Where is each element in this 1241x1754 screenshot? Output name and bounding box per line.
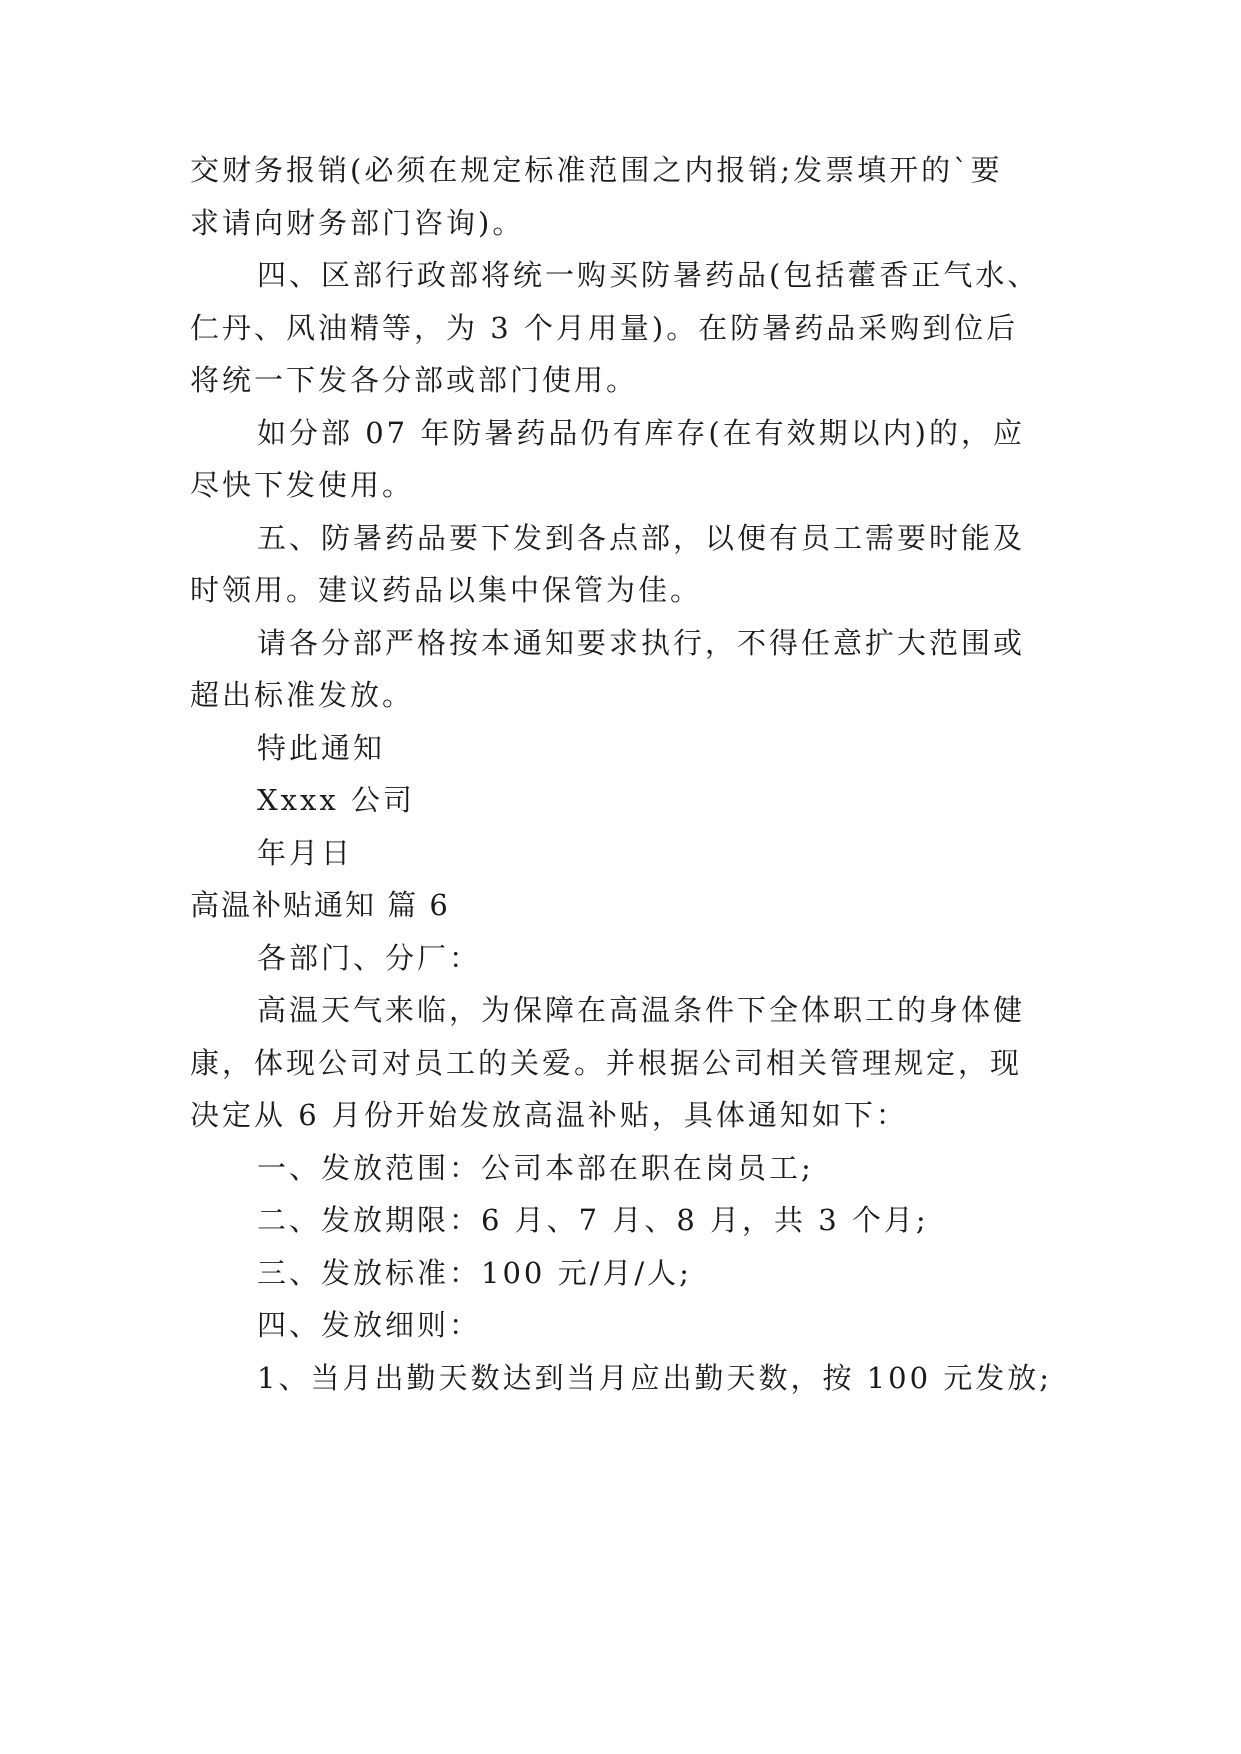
text-line-19: 决定从 6 月份开始发放高温补贴，具体通知如下： (190, 1098, 908, 1132)
text-line-10: 请各分部严格按本通知要求执行，不得任意扩大范围或 (257, 626, 1026, 660)
text-line-12: 特此通知 (257, 731, 386, 765)
text-line-7: 尽快下发使用。 (190, 468, 415, 502)
text-line-14: 年月日 (257, 836, 354, 870)
text-line-4: 仁丹、风油精等，为 3 个月用量)。在防暑药品采购到位后 (190, 311, 1019, 345)
text-line-3: 四、区部行政部将统一购买防暑药品(包括藿香正气水、 (257, 258, 1040, 292)
text-line-2: 求请向财务部门咨询)。 (190, 206, 525, 240)
text-line-23: 四、发放细则： (257, 1308, 482, 1342)
text-line-16: 各部门、分厂： (257, 941, 482, 975)
text-line-11: 超出标准发放。 (190, 678, 415, 712)
text-line-21: 二、发放期限：6 月、7 月、8 月，共 3 个月; (257, 1203, 929, 1237)
text-line-8: 五、防暑药品要下发到各点部，以便有员工需要时能及 (257, 521, 1026, 555)
text-line-5: 将统一下发各分部或部门使用。 (190, 363, 639, 397)
text-line-20: 一、发放范围：公司本部在职在岗员工; (257, 1151, 814, 1185)
text-line-9: 时领用。建议药品以集中保管为佳。 (190, 573, 703, 607)
text-line-6: 如分部 07 年防暑药品仍有库存(在有效期以内)的，应 (257, 416, 1025, 450)
text-line-1: 交财务报销(必须在规定标准范围之内报销;发票填开的`要 (190, 153, 1003, 187)
text-line-17: 高温天气来临，为保障在高温条件下全体职工的身体健 (257, 993, 1026, 1027)
section-heading: 高温补贴通知 篇 6 (190, 888, 450, 922)
text-line-18: 康，体现公司对员工的关爱。并根据公司相关管理规定，现 (190, 1046, 1023, 1080)
text-line-13: Xxxx 公司 (257, 783, 415, 817)
text-line-24: 1、当月出勤天数达到当月应出勤天数，按 100 元发放; (257, 1361, 1053, 1395)
text-line-22: 三、发放标准：100 元/月/人; (257, 1256, 692, 1290)
